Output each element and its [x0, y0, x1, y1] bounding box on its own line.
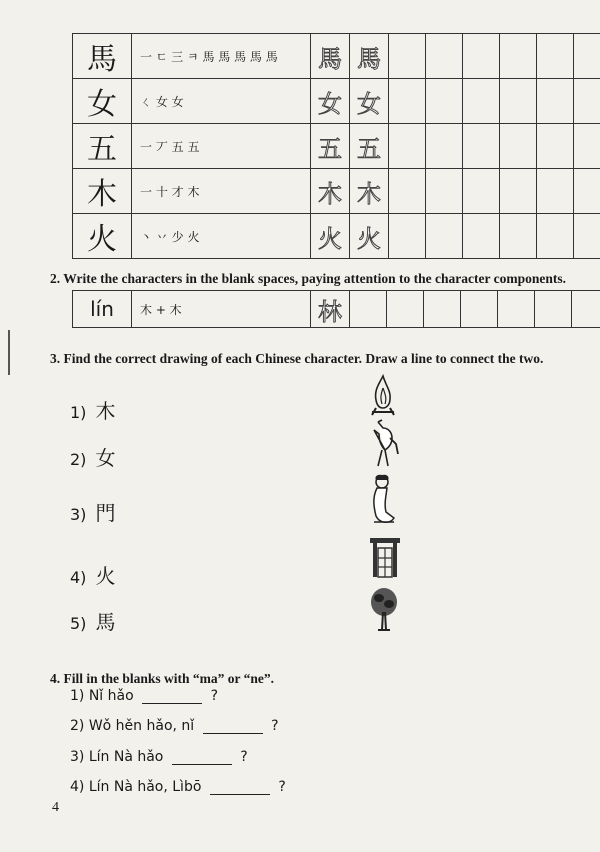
- practice-cell[interactable]: [537, 79, 574, 124]
- table-row: [73, 169, 600, 214]
- practice-cell[interactable]: [426, 124, 463, 169]
- practice-cell[interactable]: [500, 169, 537, 214]
- fill-item-2: [70, 718, 279, 734]
- practice-cell[interactable]: [463, 79, 500, 124]
- character-practice-table: [72, 33, 600, 259]
- model-character: 馬: [73, 34, 132, 79]
- question-mark: ?: [210, 688, 219, 704]
- tree-picture[interactable]: [368, 584, 400, 634]
- item-character: 門: [95, 501, 116, 525]
- practice-cell[interactable]: [389, 169, 426, 214]
- woman-picture[interactable]: [368, 472, 398, 530]
- practice-cell[interactable]: [574, 214, 600, 259]
- item-number: 3): [70, 505, 87, 524]
- answer-blank[interactable]: [142, 689, 202, 704]
- practice-cell[interactable]: [574, 169, 600, 214]
- stroke-order: 一 ㄷ 三 ㅋ 馬 馬 馬 馬 馬: [132, 34, 311, 79]
- match-item-2[interactable]: [70, 442, 116, 471]
- practice-cell[interactable]: [537, 124, 574, 169]
- scan-edge-mark: [8, 330, 10, 375]
- components-cell: 木 + 木: [132, 291, 311, 328]
- question-mark: ?: [271, 718, 279, 734]
- stroke-order: 一 丆 五 五: [132, 124, 311, 169]
- model-character: 女: [73, 79, 132, 124]
- table-row: [73, 79, 600, 124]
- item-number: 2): [70, 450, 87, 469]
- practice-cell[interactable]: [461, 291, 498, 328]
- practice-cell[interactable]: [426, 79, 463, 124]
- stroke-order: 一 十 才 木: [132, 169, 311, 214]
- stroke-order: 丶 丷 少 火: [132, 214, 311, 259]
- item-character: 女: [95, 446, 116, 470]
- trace-character: 五: [350, 124, 389, 169]
- practice-cell[interactable]: [426, 169, 463, 214]
- section-2-heading: 2. Write the characters in the blank spaces, paying attention to the character components.: [50, 271, 566, 286]
- sentence-text: Lín Nà hǎo, Lìbō: [88, 779, 202, 795]
- practice-cell[interactable]: [463, 169, 500, 214]
- practice-cell[interactable]: [387, 291, 424, 328]
- item-number: 5): [70, 614, 87, 633]
- match-item-3[interactable]: [70, 497, 116, 526]
- practice-cell[interactable]: [463, 124, 500, 169]
- practice-cell[interactable]: [574, 124, 600, 169]
- practice-cell[interactable]: [537, 169, 574, 214]
- pinyin-cell: lín: [73, 291, 132, 328]
- fill-item-3: [70, 749, 248, 765]
- section-3-heading: 3. Find the correct drawing of each Chinese character. Draw a line to connect the two.: [50, 351, 544, 366]
- fire-picture[interactable]: [368, 372, 398, 416]
- practice-cell[interactable]: [574, 34, 600, 79]
- table-row: [73, 291, 600, 328]
- fill-item-4: [70, 779, 286, 795]
- trace-character: 五: [311, 124, 350, 169]
- stroke-order: ㄑ 女 女: [132, 79, 311, 124]
- trace-character: 火: [350, 214, 389, 259]
- component-practice-table: [72, 290, 600, 328]
- practice-cell[interactable]: [537, 34, 574, 79]
- practice-cell[interactable]: [463, 34, 500, 79]
- practice-cell[interactable]: [572, 291, 600, 328]
- item-number: 4): [70, 568, 87, 587]
- item-number: 1): [70, 403, 87, 422]
- practice-cell[interactable]: [350, 291, 387, 328]
- fill-item-1: [70, 688, 218, 704]
- item-character: 火: [95, 564, 116, 588]
- section-4-heading: 4. Fill in the blanks with “ma” or “ne”.: [50, 671, 275, 686]
- practice-cell[interactable]: [498, 291, 535, 328]
- model-character: 木: [73, 169, 132, 214]
- model-character: 五: [73, 124, 132, 169]
- practice-cell[interactable]: [426, 214, 463, 259]
- gate-picture[interactable]: [368, 534, 402, 578]
- page-number: 4: [52, 800, 59, 815]
- model-character: 火: [73, 214, 132, 259]
- item-character: 馬: [95, 610, 116, 634]
- practice-cell[interactable]: [463, 214, 500, 259]
- trace-character: 馬: [350, 34, 389, 79]
- answer-blank[interactable]: [172, 750, 232, 765]
- practice-cell[interactable]: [535, 291, 572, 328]
- answer-blank[interactable]: [203, 719, 263, 734]
- match-item-5[interactable]: [70, 606, 116, 635]
- practice-cell[interactable]: [389, 214, 426, 259]
- trace-character: 火: [311, 214, 350, 259]
- practice-cell[interactable]: [574, 79, 600, 124]
- match-item-1[interactable]: [70, 395, 116, 424]
- sentence-text: Nǐ hǎo: [88, 688, 134, 704]
- question-mark: ?: [278, 779, 286, 795]
- item-number: 3): [70, 749, 85, 765]
- question-mark: ?: [240, 749, 248, 765]
- match-item-4[interactable]: [70, 560, 116, 589]
- horse-picture[interactable]: [368, 418, 400, 470]
- table-row: [73, 34, 600, 79]
- trace-character: 女: [350, 79, 389, 124]
- trace-character: 木: [311, 169, 350, 214]
- trace-character: 女: [311, 79, 350, 124]
- trace-character: 林: [311, 291, 350, 328]
- item-number: 2): [70, 718, 85, 734]
- item-character: 木: [95, 399, 116, 423]
- trace-character: 木: [350, 169, 389, 214]
- item-number: 4): [70, 779, 85, 795]
- practice-cell[interactable]: [500, 79, 537, 124]
- answer-blank[interactable]: [210, 780, 270, 795]
- practice-cell[interactable]: [389, 124, 426, 169]
- practice-cell[interactable]: [424, 291, 461, 328]
- trace-character: 馬: [311, 34, 350, 79]
- practice-cell[interactable]: [500, 34, 537, 79]
- practice-cell[interactable]: [500, 214, 537, 259]
- table-row: [73, 124, 600, 169]
- practice-cell[interactable]: [389, 34, 426, 79]
- practice-cell[interactable]: [389, 79, 426, 124]
- sentence-text: Lín Nà hǎo: [88, 749, 164, 765]
- table-row: [73, 214, 600, 259]
- item-number: 1): [70, 688, 85, 704]
- practice-cell[interactable]: [500, 124, 537, 169]
- sentence-text: Wǒ hěn hǎo, nǐ: [88, 718, 195, 734]
- practice-cell[interactable]: [426, 34, 463, 79]
- practice-cell[interactable]: [537, 214, 574, 259]
